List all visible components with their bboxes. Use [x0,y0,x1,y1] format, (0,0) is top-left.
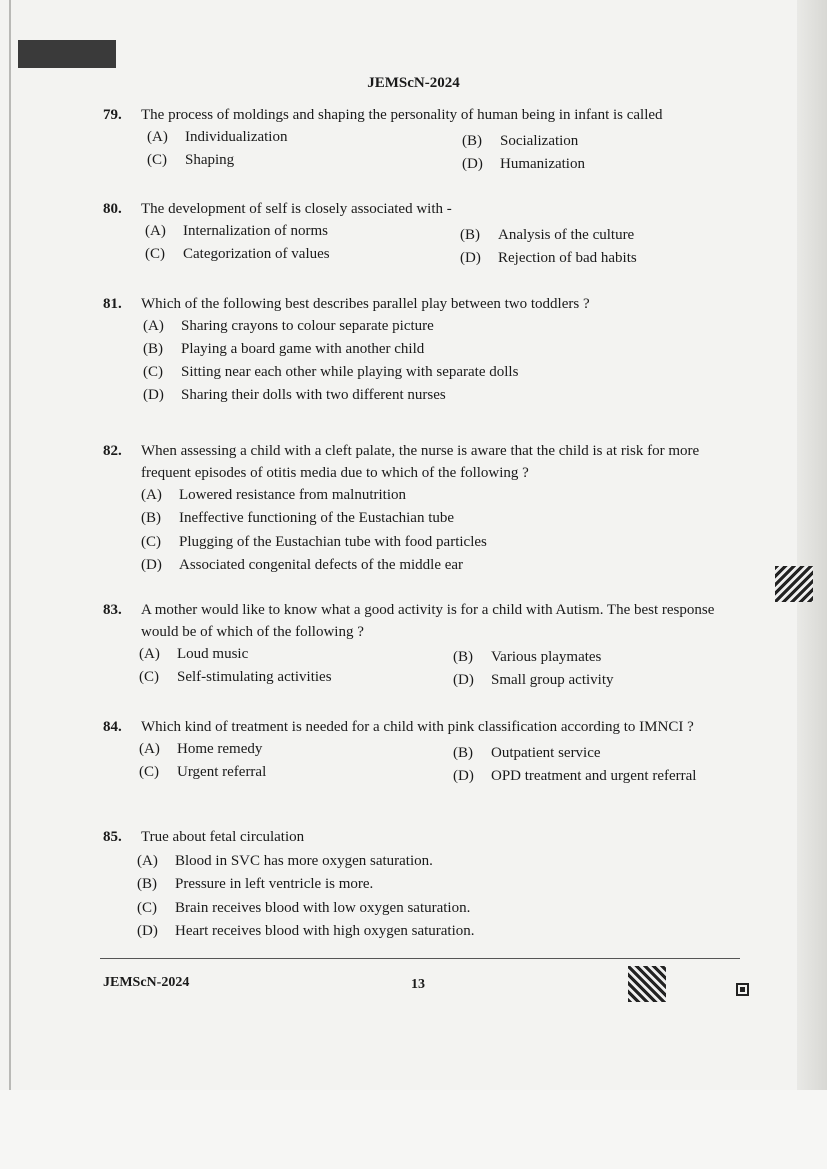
option-b: (B) Playing a board game with another child [143,341,425,357]
option-d: (D) Humanization [462,156,585,172]
question-number: 85. [103,829,122,845]
option-c: (C) Sitting near each other while playing with separate dolls [143,364,519,380]
question-number: 84. [103,719,122,735]
option-b: (B) Ineffective functioning of the Eustachian tube [141,510,455,526]
question-text: The development of self is closely associated with - [141,201,452,217]
question-number: 81. [103,296,122,312]
footer-qr-code [628,966,666,1002]
option-b: (B) Socialization [462,133,579,149]
registration-square [736,983,749,996]
page-number: 13 [411,977,425,992]
option-c: (C) Self-stimulating activities [139,669,332,685]
option-a: (A) Individualization [147,129,288,145]
question-84 [103,716,743,784]
option-c: (C) Categorization of values [145,246,330,262]
question-text: True about fetal circulation [141,829,305,845]
question-text: A mother would like to know what a good activity is for a child with Autism. The best response would be of which of the following ? [141,602,715,640]
question-text: Which of the following best describes parallel play between two toddlers ? [141,296,590,312]
corner-registration-mark [18,40,116,68]
question-text: The process of moldings and shaping the personality of human being in infant is called [141,107,663,123]
question-number: 79. [103,107,122,123]
footer-exam-code: JEMScN-2024 [103,975,190,990]
option-b: (B) Analysis of the culture [460,227,635,243]
option-c: (C) Shaping [147,152,235,168]
question-number: 80. [103,201,122,217]
question-83 [103,599,743,689]
option-c: (C) Plugging of the Eustachian tube with food particles [141,534,487,550]
option-b: (B) Various playmates [453,649,602,665]
question-number: 83. [103,602,122,618]
option-d: (D) Heart receives blood with high oxygen saturation. [137,923,475,939]
option-d: (D) Rejection of bad habits [460,250,637,266]
option-c: (C) Urgent referral [139,764,267,780]
side-qr-code [775,566,813,602]
scan-shadow [9,0,11,1169]
page-bottom [0,1090,827,1169]
question-85 [103,826,743,940]
question-text: Which kind of treatment is needed for a child with pink classification according to IMNCI ? [141,719,694,735]
question-79 [103,104,743,172]
option-d: (D) Associated congenital defects of the middle ear [141,557,464,573]
option-b: (B) Pressure in left ventricle is more. [137,876,374,892]
option-a: (A) Internalization of norms [145,223,328,239]
question-text: When assessing a child with a cleft palate, the nurse is aware that the child is at risk for more frequent episodes of otitis media due to which of the following ? [141,443,700,481]
question-81 [103,293,743,407]
question-82 [103,440,743,576]
option-a: (A) Lowered resistance from malnutrition [141,487,407,503]
option-d: (D) Sharing their dolls with two different nurses [143,387,446,403]
footer-divider [100,958,740,959]
page-header: JEMScN-2024 [367,75,460,91]
option-b: (B) Outpatient service [453,745,601,761]
option-d: (D) OPD treatment and urgent referral [453,768,697,784]
option-a: (A) Blood in SVC has more oxygen saturation. [137,853,433,869]
option-d: (D) Small group activity [453,672,614,688]
option-c: (C) Brain receives blood with low oxygen saturation. [137,900,471,916]
option-a: (A) Home remedy [139,741,263,757]
option-a: (A) Loud music [139,646,249,662]
question-number: 82. [103,443,122,459]
question-80 [103,198,743,266]
option-a: (A) Sharing crayons to colour separate picture [143,318,434,334]
